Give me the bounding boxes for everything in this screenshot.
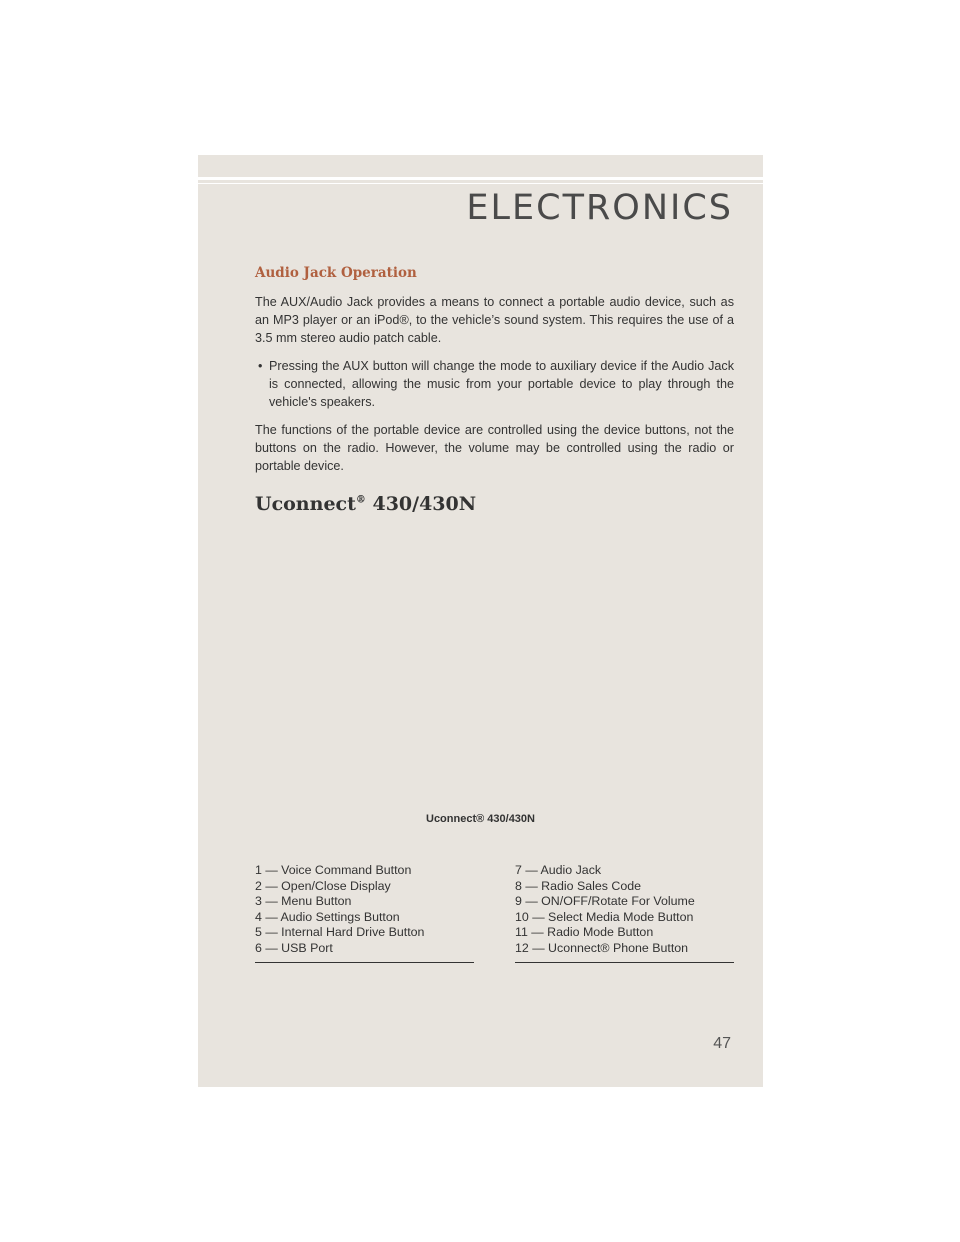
uconnect-heading-rest: 430/430N	[365, 493, 477, 515]
header-rule-thick	[198, 177, 763, 180]
legend-item: 5 — Internal Hard Drive Button	[255, 925, 425, 940]
legend-underline	[515, 962, 734, 963]
uconnect-heading-sup: ®	[355, 494, 366, 506]
audio-jack-paragraph-2: The functions of the portable device are controlled using the device buttons, not the buttons on the radio. However, the volume may be controlled using the radio or portable device.	[255, 423, 734, 473]
legend-item: 6 — USB Port	[255, 940, 333, 955]
section-title: ELECTRONICS	[466, 188, 733, 228]
legend-left	[255, 863, 474, 963]
bullet-text: Pressing the AUX button will change the mode to auxiliary device if the Audio Jack is connected, allowing the music from your portable device to play through the vehicle's speakers.	[269, 359, 734, 409]
legend-item: 7 — Audio Jack	[515, 863, 602, 877]
legend-item: 2 — Open/Close Display	[255, 878, 391, 893]
figure-caption: Uconnect® 430/430N	[426, 813, 535, 825]
main-content	[255, 265, 734, 515]
uconnect-heading-main: Uconnect	[255, 493, 356, 515]
legend-underline	[255, 962, 474, 963]
legend-item: 10 — Select Media Mode Button	[515, 909, 694, 924]
radio-figure-area	[255, 510, 734, 810]
audio-jack-paragraph-1: The AUX/Audio Jack provides a means to connect a portable audio device, such as an MP3 player or an iPod®, to the vehicle’s sound system. This requires the use of a 3.5 mm stereo audio patch cable.	[255, 295, 734, 345]
legend-item: 9 — ON/OFF/Rotate For Volume	[515, 894, 695, 909]
legend-item: 3 — Menu Button	[255, 894, 352, 909]
legend-item: 11 — Radio Mode Button	[515, 925, 654, 940]
header-rule-thin	[198, 183, 763, 184]
legend-item: 1 — Voice Command Button	[255, 863, 412, 877]
legend-item: 12 — Uconnect® Phone Button	[515, 940, 689, 955]
legend-item: 8 — Radio Sales Code	[515, 878, 642, 893]
bullet-dot: •	[258, 359, 263, 373]
page-number: 47	[713, 1035, 731, 1052]
audio-jack-heading: Audio Jack Operation	[255, 265, 417, 281]
legend-right	[515, 863, 734, 963]
audio-jack-bullet	[255, 357, 734, 411]
legend-item: 4 — Audio Settings Button	[255, 909, 400, 924]
manual-page	[198, 155, 763, 1087]
